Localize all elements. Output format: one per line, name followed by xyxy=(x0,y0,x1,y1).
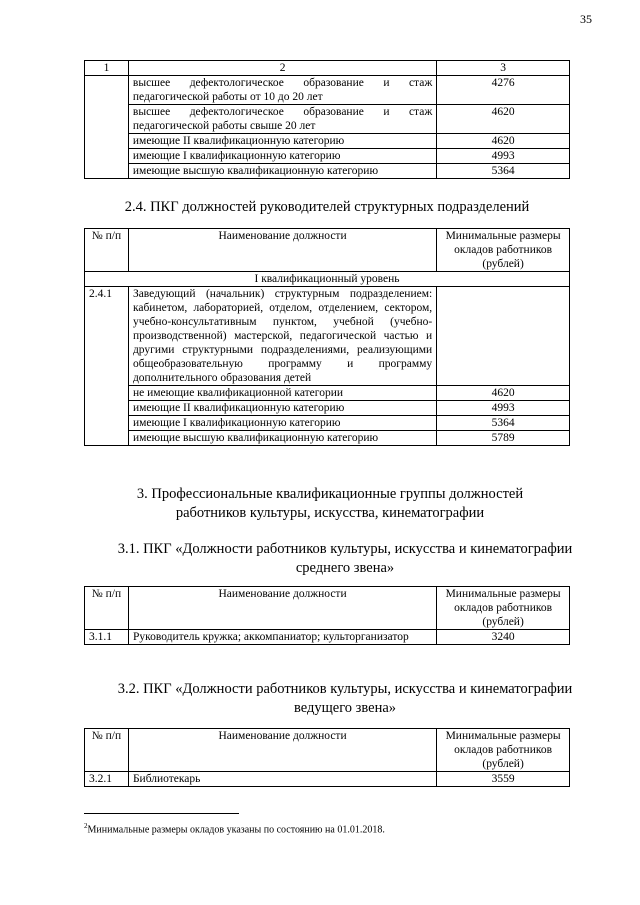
section-3-2-table xyxy=(84,728,570,787)
section-2-4-title: 2.4. ПКГ должностей руководителей структурных подразделений xyxy=(124,199,530,215)
header-number: № п/п xyxy=(85,729,129,772)
table-row xyxy=(85,105,570,134)
table-header-row xyxy=(85,729,570,772)
table-row xyxy=(85,287,570,386)
salary-value: 4620 xyxy=(437,105,570,134)
position-name: имеющие II квалификационную категорию xyxy=(128,134,436,149)
footnote-separator xyxy=(84,813,239,814)
qualification-level: I квалификационный уровень xyxy=(85,272,570,287)
position-name: Руководитель кружка; аккомпаниатор; культорганизатор xyxy=(128,630,436,645)
row-number: 3.2.1 xyxy=(85,772,129,787)
salary-value: 3559 xyxy=(437,772,570,787)
column-number-3: 3 xyxy=(437,61,570,76)
column-number-2: 2 xyxy=(128,61,436,76)
salary-value: 5364 xyxy=(437,164,570,179)
salary-value: 5364 xyxy=(437,416,570,431)
header-position: Наименование должности xyxy=(128,729,436,772)
row-number: 2.4.1 xyxy=(85,287,129,446)
top-salary-table xyxy=(84,60,570,179)
position-name: имеющие высшую квалификационную категорию xyxy=(128,164,436,179)
position-name: высшее дефектологическое образование и стаж педагогической работы от 10 до 20 лет xyxy=(128,76,436,105)
salary-value: 4993 xyxy=(437,149,570,164)
header-number: № п/п xyxy=(85,587,129,630)
table-row xyxy=(85,164,570,179)
position-name: не имеющие квалификационной категории xyxy=(128,386,436,401)
salary-value: 3240 xyxy=(437,630,570,645)
table-row xyxy=(85,431,570,446)
position-name: имеющие высшую квалификационную категорию xyxy=(128,431,436,446)
table-header-row xyxy=(85,587,570,630)
table-row xyxy=(85,401,570,416)
footnote-mark: 2 xyxy=(84,822,88,830)
header-salary: Минимальные размеры окладов работников (рублей) xyxy=(437,729,570,772)
section-3-1-title: 3.1. ПКГ «Должности работников культуры, искусства и кинематографии среднего звена» xyxy=(117,541,573,576)
header-salary: Минимальные размеры окладов работников (рублей) xyxy=(437,587,570,630)
position-name: высшее дефектологическое образование и стаж педагогической работы свыше 20 лет xyxy=(128,105,436,134)
position-name: имеющие II квалификационную категорию xyxy=(128,401,436,416)
position-name: имеющие I квалификационную категорию xyxy=(128,149,436,164)
section-3-2-title: 3.2. ПКГ «Должности работников культуры, искусства и кинематографии ведущего звена» xyxy=(117,681,573,716)
table-row xyxy=(85,416,570,431)
row-number: 3.1.1 xyxy=(85,630,129,645)
column-number-1: 1 xyxy=(85,61,129,76)
empty-number-cell xyxy=(85,76,129,179)
level-row xyxy=(85,272,570,287)
header-salary: Минимальные размеры окладов работников (рублей) xyxy=(437,229,570,272)
salary-value: 4993 xyxy=(437,401,570,416)
position-name: Заведующий (начальник) структурным подразделением: кабинетом, лабораторией, отделом, отделением, сектором, учебно-консультативным пунктом, учебной (учебно-производственной) мастерской, педагогической частью и другими структурными подразделениями, реализующими общеобразовательную программу и программу дополнительного образования детей xyxy=(128,287,436,386)
header-position: Наименование должности xyxy=(128,587,436,630)
salary-value: 5789 xyxy=(437,431,570,446)
table-row xyxy=(85,630,570,645)
table-row xyxy=(85,149,570,164)
position-name: Библиотекарь xyxy=(128,772,436,787)
table-row xyxy=(85,76,570,105)
position-name: имеющие I квалификационную категорию xyxy=(128,416,436,431)
section-3-title: 3. Профессиональные квалификационные группы должностей работников культуры, искусства, кинематографии xyxy=(136,486,524,521)
page-number: 35 xyxy=(580,12,592,26)
salary-value: 4620 xyxy=(437,134,570,149)
table-header-row xyxy=(85,229,570,272)
header-position: Наименование должности xyxy=(128,229,436,272)
salary-value: 4620 xyxy=(437,386,570,401)
section-3-1-table xyxy=(84,586,570,645)
header-number: № п/п xyxy=(85,229,129,272)
footnote xyxy=(84,822,385,835)
column-number-row xyxy=(85,61,570,76)
table-row xyxy=(85,772,570,787)
table-row xyxy=(85,134,570,149)
section-2-4-table xyxy=(84,228,570,446)
footnote-text: Минимальные размеры окладов указаны по состоянию на 01.01.2018. xyxy=(87,824,385,836)
salary-value: 4276 xyxy=(437,76,570,105)
empty-salary-cell xyxy=(437,287,570,386)
table-row xyxy=(85,386,570,401)
